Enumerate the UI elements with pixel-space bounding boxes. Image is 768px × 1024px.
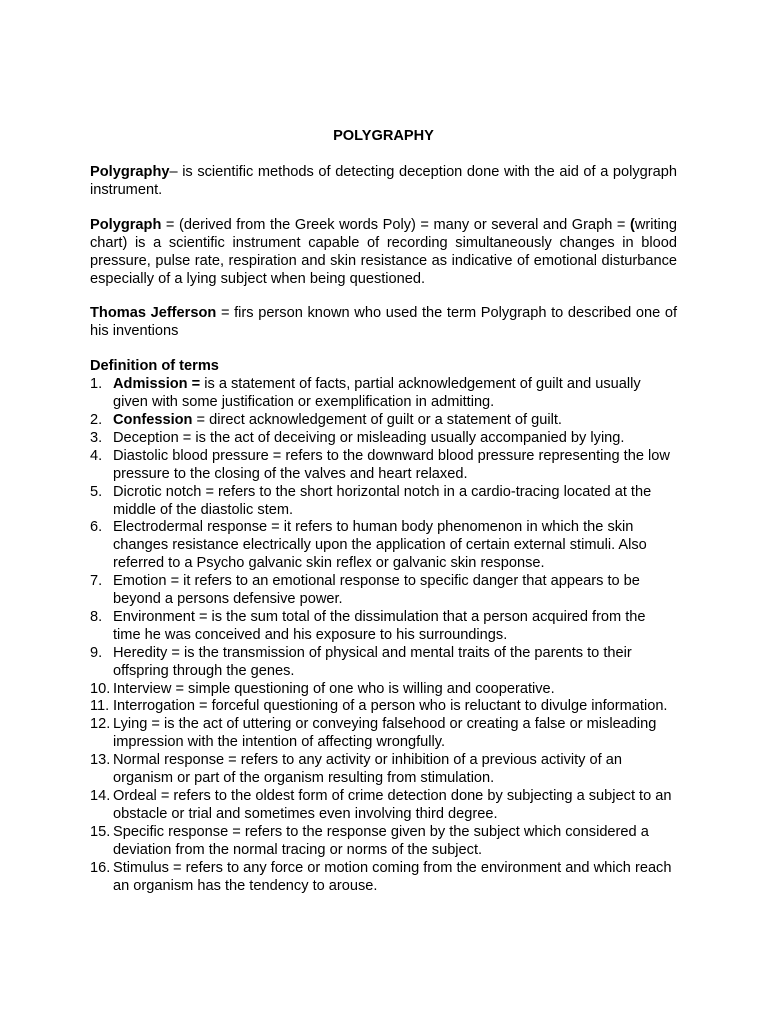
list-item-number: 9. [90,644,103,661]
list-item-text: Lying = is the act of uttering or conveying falsehood or creating a false or misleading impression with the intention of affecting wrongfully. [113,716,657,751]
list-item [90,412,677,430]
list-item-term: Confession [113,411,193,428]
list-item-text: Environment = is the sum total of the dissimulation that a person acquired from the time he was conceived and his exposure to his surroundings. [113,608,646,643]
list-item-text: Electrodermal response = it refers to human body phenomenon in which the skin changes resistance electrically upon the application of certain external stimuli. Also referred to a Psycho galvanic skin reflex or galvanic skin response. [113,519,647,572]
document-title: POLYGRAPHY [333,128,434,144]
list-item-text: Heredity = is the transmission of physical and mental traits of the parents to their offspring through the genes. [113,644,632,679]
list-item-text: Specific response = refers to the response given by the subject which considered a deviation from the normal tracing or norms of the subject. [113,823,649,858]
polygraphy-definition-text: – is scientific methods of detecting deception done with the aid of a polygraph instrument. [90,164,677,198]
list-item-number: 8. [90,608,103,625]
list-item-text: Ordeal = refers to the oldest form of crime detection done by subjecting a subject to an obstacle or trial and sometimes even involving third degree. [113,788,672,822]
list-item [90,484,677,520]
list-item-number: 11. [90,698,110,715]
list-item-number: 15. [90,823,111,840]
jefferson-note-text: = firs person known who used the term Polygraph to described one of his inventions [90,305,677,340]
list-item [90,788,677,824]
list-item [90,645,677,681]
polygraph-definition-text-cont: writing chart) is a scientific instrument capable of recording simultaneously changes in blood pressure, pulse rate, respiration and skin resistance as indicative of emotional disturbance especially of a lying subject when being questioned. [90,216,677,287]
list-item-number: 13. [90,752,111,769]
list-item-number: 10. [90,680,111,697]
polygraph-bold-paren: ( [629,216,635,233]
list-item-term: Admission = [113,376,201,393]
list-item-text: Dicrotic notch = refers to the short horizontal notch in a cardio-tracing located at the middle of the diastolic stem. [113,483,652,518]
polygraph-definition-text: = (derived from the Greek words Poly) = many or several and Graph = [161,216,630,233]
list-item-number: 2. [90,411,103,428]
list-item [90,752,677,788]
list-item-number: 12. [90,716,111,733]
list-item-number: 1. [90,376,103,393]
jefferson-note [90,305,677,341]
definitions-heading: Definition of terms [90,358,219,375]
polygraphy-definition [90,164,677,200]
list-item [90,824,677,860]
polygraph-definition [90,217,677,289]
list-item-number: 3. [90,429,103,446]
list-item-text: Deception = is the act of deceiving or misleading usually accompanied by lying. [113,429,625,446]
definitions-list [90,376,677,895]
list-item [90,860,677,896]
spacer [90,341,677,358]
list-item-text: Normal response = refers to any activity or inhibition of a previous activity of an organism or part of the organism resulting from stimulation. [113,752,622,787]
spacer [90,288,677,305]
list-item-text: Diastolic blood pressure = refers to the downward blood pressure representing the low pressure to the closing of the valves and heart relaxed. [113,447,670,482]
list-item [90,519,677,573]
list-item-number: 6. [90,519,103,536]
list-item [90,573,677,609]
term-polygraphy: Polygraphy [90,164,170,180]
list-item-number: 4. [90,447,103,464]
list-item [90,430,677,448]
term-thomas-jefferson: Thomas Jefferson [90,305,217,322]
spacer [90,146,677,164]
list-item-text: Interview = simple questioning of one who is willing and cooperative. [113,680,555,697]
list-item-number: 5. [90,483,103,500]
list-item-text: = direct acknowledgement of guilt or a statement of guilt. [192,411,562,428]
list-item [90,681,677,699]
list-item [90,698,677,716]
list-item [90,716,677,752]
list-item-number: 14. [90,788,111,804]
document-page [90,128,677,895]
list-item [90,376,677,412]
list-item-text: Interrogation = forceful questioning of a person who is reluctant to divulge information. [113,698,668,715]
list-item-number: 7. [90,573,103,590]
list-item-text: Emotion = it refers to an emotional response to specific danger that appears to be beyond a persons defensive power. [113,573,640,608]
term-polygraph: Polygraph [90,216,162,233]
list-item-number: 16. [90,859,111,876]
list-item-text: Stimulus = refers to any force or motion coming from the environment and which reach an organism has the tendency to arouse. [113,859,672,894]
spacer [90,200,677,217]
list-item-text: is a statement of facts, partial acknowledgement of guilt and usually given with some justification or exemplification in admitting. [113,376,641,411]
list-item [90,448,677,484]
list-item [90,609,677,645]
